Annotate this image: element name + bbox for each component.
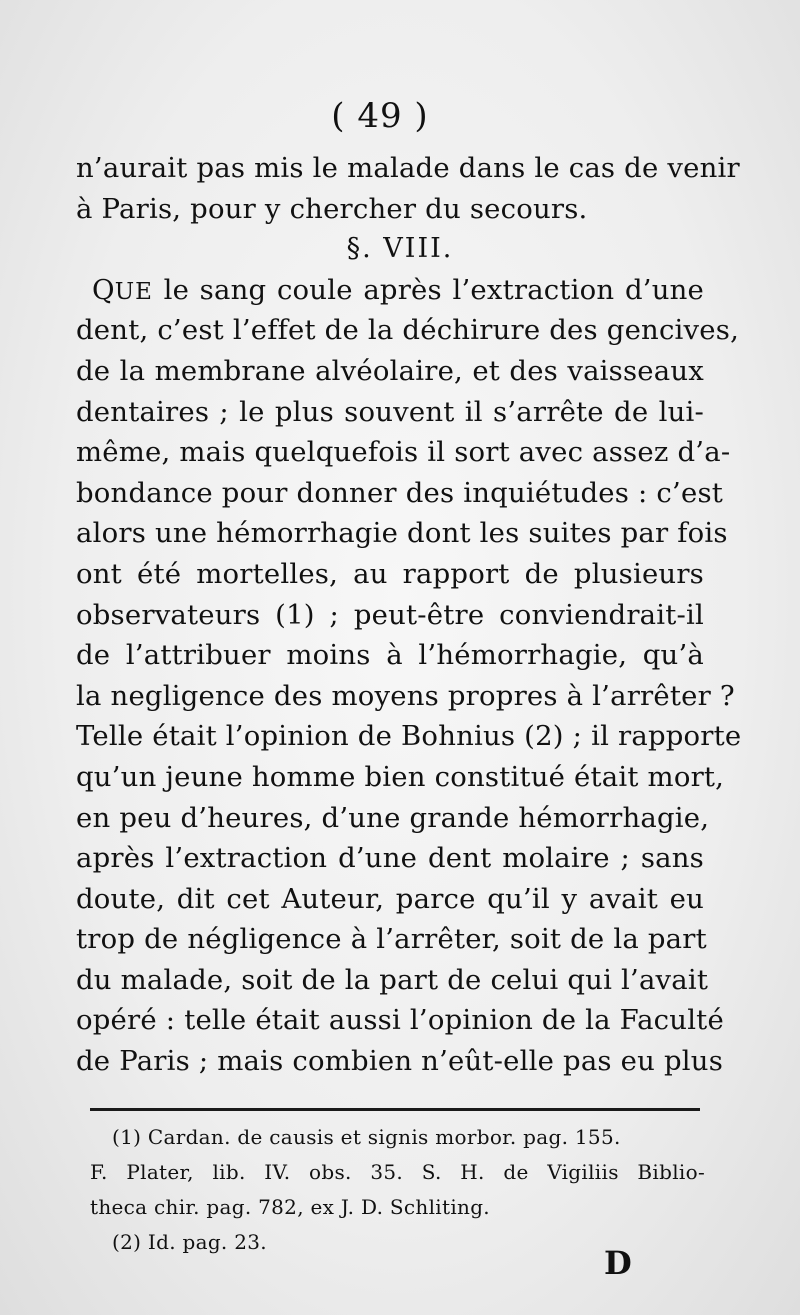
text-line: n’aurait pas mis le malade dans le cas de venir (76, 152, 740, 184)
paragraph-initial: Q (92, 273, 115, 306)
paragraph-first-line-rest: le sang coule après l’extraction d’une (152, 273, 704, 306)
section-heading: §. VIII. (346, 233, 454, 265)
text-line: de la membrane alvéolaire, et des vaisseaux (76, 354, 704, 387)
page-number: ( 49 ) (331, 96, 429, 136)
footnote-1-continued: theca chir. pag. 782, ex J. D. Schliting. (90, 1195, 490, 1219)
text-line: observateurs (1) ; peut-être conviendrait-il (76, 598, 704, 631)
paragraph-first-line (76, 270, 704, 311)
text-line: trop de négligence à l’arrêter, soit de la part (76, 923, 707, 956)
body-text (76, 148, 742, 1082)
footnote-1: (1) Cardan. de causis et signis morbor. pag. 155. (112, 1125, 621, 1149)
text-line: en peu d’heures, d’une grande hémorrhagie, (76, 801, 710, 834)
signature-mark: D (604, 1244, 632, 1282)
text-line: ont été mortelles, au rapport de plusieurs (76, 557, 704, 590)
footnote-2: (2) Id. pag. 23. (112, 1230, 267, 1254)
text-line: même, mais quelquefois il sort avec assez d’a- (76, 436, 731, 469)
text-line: dentaires ; le plus souvent il s’arrête de lui- (76, 395, 704, 428)
text-line: doute, dit cet Auteur, parce qu’il y avait eu (76, 882, 704, 915)
text-line: alors une hémorrhagie dont les suites par fois (76, 517, 728, 550)
text-line: opéré : telle était aussi l’opinion de la Faculté (76, 1004, 724, 1037)
footnote-1-continued: F. Plater, lib. IV. obs. 35. S. H. de Vigiliis Biblio- (90, 1160, 705, 1184)
text-line: qu’un jeune homme bien constitué était mort, (76, 760, 725, 793)
text-line: bondance pour donner des inquiétudes : c’est (76, 476, 724, 509)
text-line: de Paris ; mais combien n’eût-elle pas eu plus (76, 1045, 724, 1078)
text-line: de l’attribuer moins à l’hémorrhagie, qu’à (76, 639, 704, 672)
footnote-rule (90, 1108, 700, 1111)
text-line: dent, c’est l’effet de la déchirure des gencives, (76, 314, 740, 347)
text-line: après l’extraction d’une dent molaire ; sans (76, 842, 704, 875)
footnotes (90, 1120, 705, 1260)
text-line: du malade, soit de la part de celui qui l’avait (76, 963, 709, 996)
paragraph-initial-smallcaps: UE (114, 278, 153, 305)
text-line: à Paris, pour y chercher du secours. (76, 192, 588, 225)
text-line: Telle était l’opinion de Bohnius (2) ; il rapporte (76, 720, 742, 753)
text-line: la negligence des moyens propres à l’arrêter ? (76, 679, 735, 712)
